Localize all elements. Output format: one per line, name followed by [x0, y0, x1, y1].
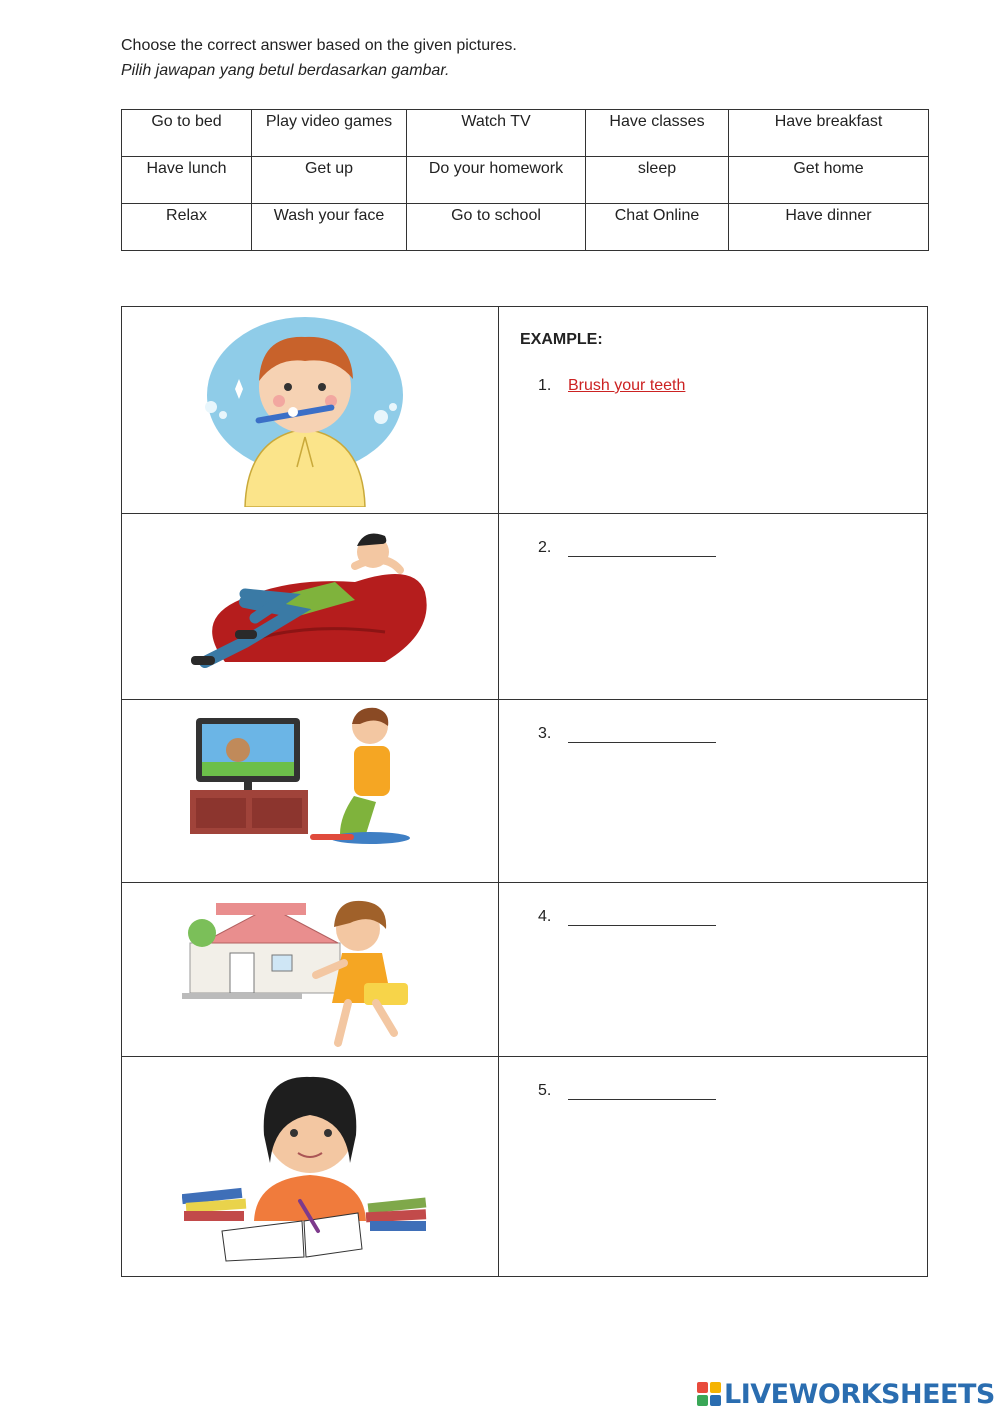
picture-cell	[122, 1057, 499, 1277]
word-bank-cell: Have lunch	[122, 157, 252, 204]
word-bank-cell: Play video games	[252, 110, 407, 157]
question-3	[538, 724, 716, 743]
answer-input-5[interactable]	[568, 1081, 716, 1100]
word-bank-cell: Have breakfast	[729, 110, 929, 157]
girl-going-home-icon	[182, 893, 438, 1049]
word-bank-cell: Have classes	[586, 110, 729, 157]
question-number: 4.	[538, 908, 552, 925]
boy-brushing-teeth-icon	[205, 317, 415, 507]
task-row	[122, 307, 928, 514]
answer-cell	[499, 514, 928, 700]
boy-watching-tv-icon	[190, 706, 430, 856]
picture-cell	[122, 307, 499, 514]
question-1	[538, 377, 685, 395]
word-bank-row	[122, 110, 929, 157]
word-bank-cell: Chat Online	[586, 204, 729, 251]
question-number: 2.	[538, 539, 552, 556]
instruction-malay: Pilih jawapan yang betul berdasarkan gambar.	[121, 62, 450, 79]
answer-cell	[499, 883, 928, 1057]
example-label: EXAMPLE:	[520, 331, 603, 348]
example-answer: Brush your teeth	[568, 377, 686, 394]
brand-name: LIVEWORKSHEETS	[724, 1378, 995, 1410]
picture-cell	[122, 883, 499, 1057]
task-row	[122, 700, 928, 883]
answer-input-4[interactable]	[568, 907, 716, 926]
answer-cell	[499, 307, 928, 514]
word-bank-cell: Do your homework	[407, 157, 586, 204]
word-bank-cell: Relax	[122, 204, 252, 251]
answer-input-2[interactable]	[568, 538, 716, 557]
question-number: 5.	[538, 1082, 552, 1099]
word-bank-table	[121, 109, 929, 251]
word-bank-cell: Get home	[729, 157, 929, 204]
question-number: 1.	[538, 377, 552, 394]
question-4	[538, 907, 716, 926]
question-2	[538, 538, 716, 557]
word-bank-cell: Go to bed	[122, 110, 252, 157]
answer-cell	[499, 700, 928, 883]
picture-cell	[122, 700, 499, 883]
liveworksheets-logo	[697, 1378, 995, 1410]
task-row	[122, 1057, 928, 1277]
answer-cell	[499, 1057, 928, 1277]
word-bank-row	[122, 157, 929, 204]
task-row	[122, 514, 928, 700]
instruction-english: Choose the correct answer based on the given pictures.	[121, 37, 517, 54]
answer-input-3[interactable]	[568, 724, 716, 743]
word-bank-cell: Go to school	[407, 204, 586, 251]
word-bank-cell: Get up	[252, 157, 407, 204]
tasks-table	[121, 306, 928, 1277]
word-bank-cell: sleep	[586, 157, 729, 204]
task-row	[122, 883, 928, 1057]
word-bank-cell: Wash your face	[252, 204, 407, 251]
word-bank-cell: Watch TV	[407, 110, 586, 157]
logo-mark-icon	[697, 1382, 721, 1406]
girl-doing-homework-icon	[182, 1071, 438, 1265]
question-number: 3.	[538, 725, 552, 742]
question-5	[538, 1081, 716, 1100]
word-bank-row	[122, 204, 929, 251]
man-relaxing-beanbag-icon	[185, 522, 435, 672]
word-bank-cell: Have dinner	[729, 204, 929, 251]
picture-cell	[122, 514, 499, 700]
